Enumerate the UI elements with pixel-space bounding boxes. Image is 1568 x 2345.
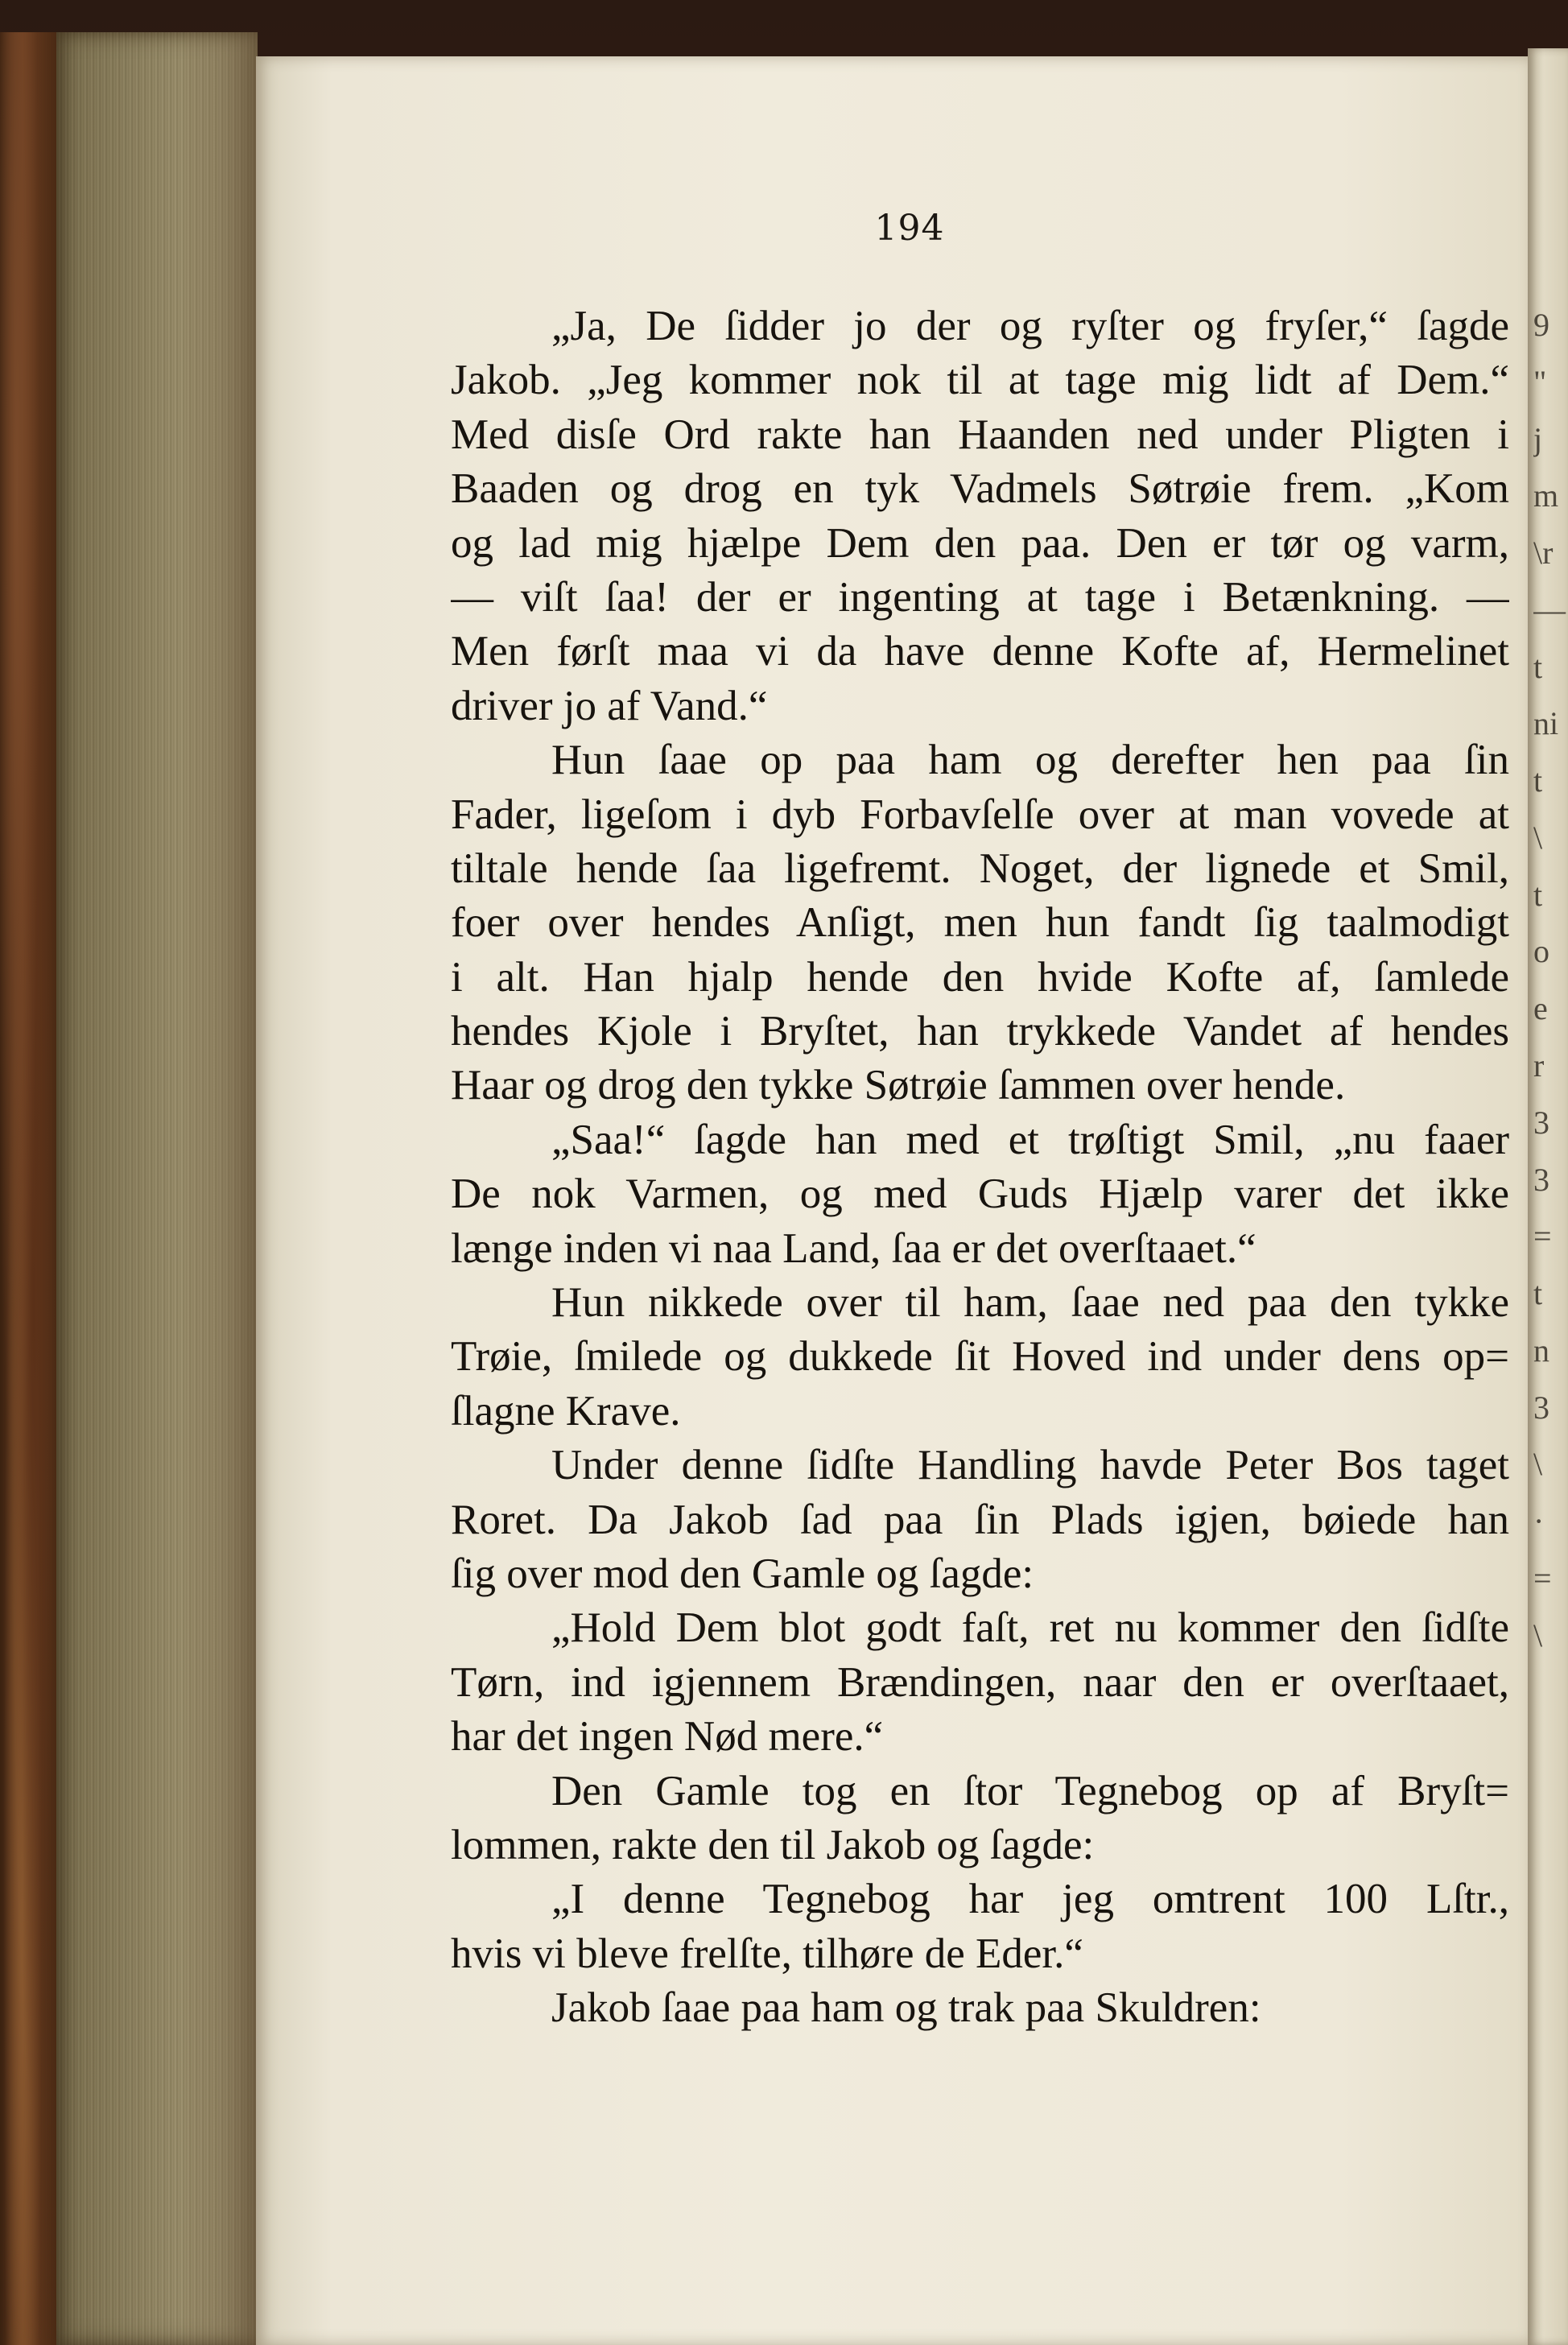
text-line: Baaden og drog en tyk Vadmels Søtrøie frem. „Kom <box>451 465 1509 513</box>
next-page-fragment: 3 <box>1533 1389 1549 1426</box>
next-page-fragment: r <box>1533 1047 1545 1084</box>
text-line: Med disſe Ord rakte han Haanden ned under Pligten i <box>451 411 1509 458</box>
text-line: har det ingen Nød mere.“ <box>451 1713 884 1761</box>
body-text <box>451 299 1509 2036</box>
text-line: „I denne Tegnebog har jeg omtrent 100 Lſtr., <box>551 1876 1509 1923</box>
next-page-fragment: j <box>1533 420 1543 457</box>
text-line: — viſt ſaa! der er ingenting at tage i Betænkning. — <box>451 573 1509 621</box>
next-page-fragment: = <box>1533 1559 1552 1596</box>
next-page-fragment: \ <box>1533 1446 1543 1483</box>
text-line: Hun nikkede over til ham, ſaae ned paa den tykke <box>551 1279 1509 1327</box>
next-page-fragment: t <box>1533 1275 1543 1312</box>
marbled-cover-board <box>0 32 56 2345</box>
text-line: hendes Kjole i Bryſtet, han trykkede Vandet af hendes <box>451 1008 1509 1055</box>
next-page-fragment: \r <box>1533 535 1554 572</box>
next-page-fragment: — <box>1533 591 1566 628</box>
next-page-fragment: e <box>1533 990 1548 1027</box>
next-page-fragment: · <box>1533 1503 1545 1540</box>
text-line: i alt. Han hjalp hende den hvide Kofte af, ſamlede <box>451 953 1509 1001</box>
next-page-fragment: m <box>1533 477 1559 514</box>
text-line: Fader, ligeſom i dyb Forbavſelſe over at man vovede at <box>451 791 1509 838</box>
text-line: ſlagne Krave. <box>451 1387 681 1435</box>
text-line: lommen, rakte den til Jakob og ſagde: <box>451 1821 1095 1868</box>
text-line: Den Gamle tog en ſtor Tegnebog op af Bryſt= <box>551 1767 1509 1814</box>
next-page-fragment: = <box>1533 1218 1552 1255</box>
next-page-fragment: t <box>1533 648 1543 685</box>
text-line: tiltale hende ſaa ligefremt. Noget, der lignede et Smil, <box>451 844 1509 892</box>
text-line: foer over hendes Anſigt, men hun fandt ſig taalmodigt <box>451 899 1509 947</box>
next-page-fragment: n <box>1533 1331 1549 1369</box>
text-line: længe inden vi naa Land, ſaa er det overſtaaet.“ <box>451 1224 1256 1272</box>
text-line: Hun ſaae op paa ham og derefter hen paa ſin <box>551 737 1509 784</box>
text-line: hvis vi bleve frelſte, tilhøre de Eder.“ <box>451 1930 1083 1977</box>
text-line: De nok Varmen, og med Guds Hjælp varer det ikke <box>451 1170 1509 1218</box>
text-line: „Saa!“ ſagde han med et trøſtigt Smil, „nu faaer <box>551 1116 1509 1163</box>
next-page-fragment: " <box>1533 363 1547 400</box>
text-line: og lad mig hjælpe Dem den paa. Den er tør og varm, <box>451 519 1509 567</box>
text-line: Haar og drog den tykke Søtrøie ſammen over hende. <box>451 1062 1346 1109</box>
next-page-fragment: 3 <box>1533 1104 1549 1141</box>
text-line: Trøie, ſmilede og dukkede ſit Hoved ind under dens op= <box>451 1333 1509 1381</box>
next-page-fragment: 3 <box>1533 1161 1549 1198</box>
text-line: „Ja, De ſidder jo der og ryſter og fryſer,“ ſagde <box>551 303 1509 349</box>
next-page-fragment: t <box>1533 762 1543 799</box>
text-line: Men førſt maa vi da have denne Kofte af, Hermelinet <box>451 628 1509 675</box>
text-line: Tørn, ind igjennem Brændingen, naar den er overſtaaet, <box>451 1658 1509 1706</box>
next-page-fragment: ni <box>1533 705 1559 742</box>
next-page-fragment: \ <box>1533 1616 1543 1653</box>
page-number: 194 <box>874 208 945 249</box>
text-line: Roret. Da Jakob ſad paa ſin Plads igjen, bøiede han <box>451 1496 1509 1543</box>
page-edges-shadow <box>185 32 258 2345</box>
text-line: „Hold Dem blot godt faſt, ret nu kommer den ſidſte <box>551 1604 1509 1652</box>
text-line: Jakob ſaae paa ham og trak paa Skuldren: <box>551 1984 1261 2032</box>
next-page-fragment: t <box>1533 876 1543 913</box>
next-page-fragment: 9 <box>1533 307 1549 343</box>
text-line: Under denne ſidſte Handling havde Peter Bos taget <box>551 1442 1509 1489</box>
text-line: driver jo af Vand.“ <box>451 682 768 729</box>
text-line: ſig over mod den Gamle og ſagde: <box>451 1550 1034 1597</box>
next-page-fragment: o <box>1533 933 1549 970</box>
next-page-fragment: \ <box>1533 819 1543 856</box>
text-line: Jakob. „Jeg kommer nok til at tage mig lidt af Dem.“ <box>451 357 1509 404</box>
